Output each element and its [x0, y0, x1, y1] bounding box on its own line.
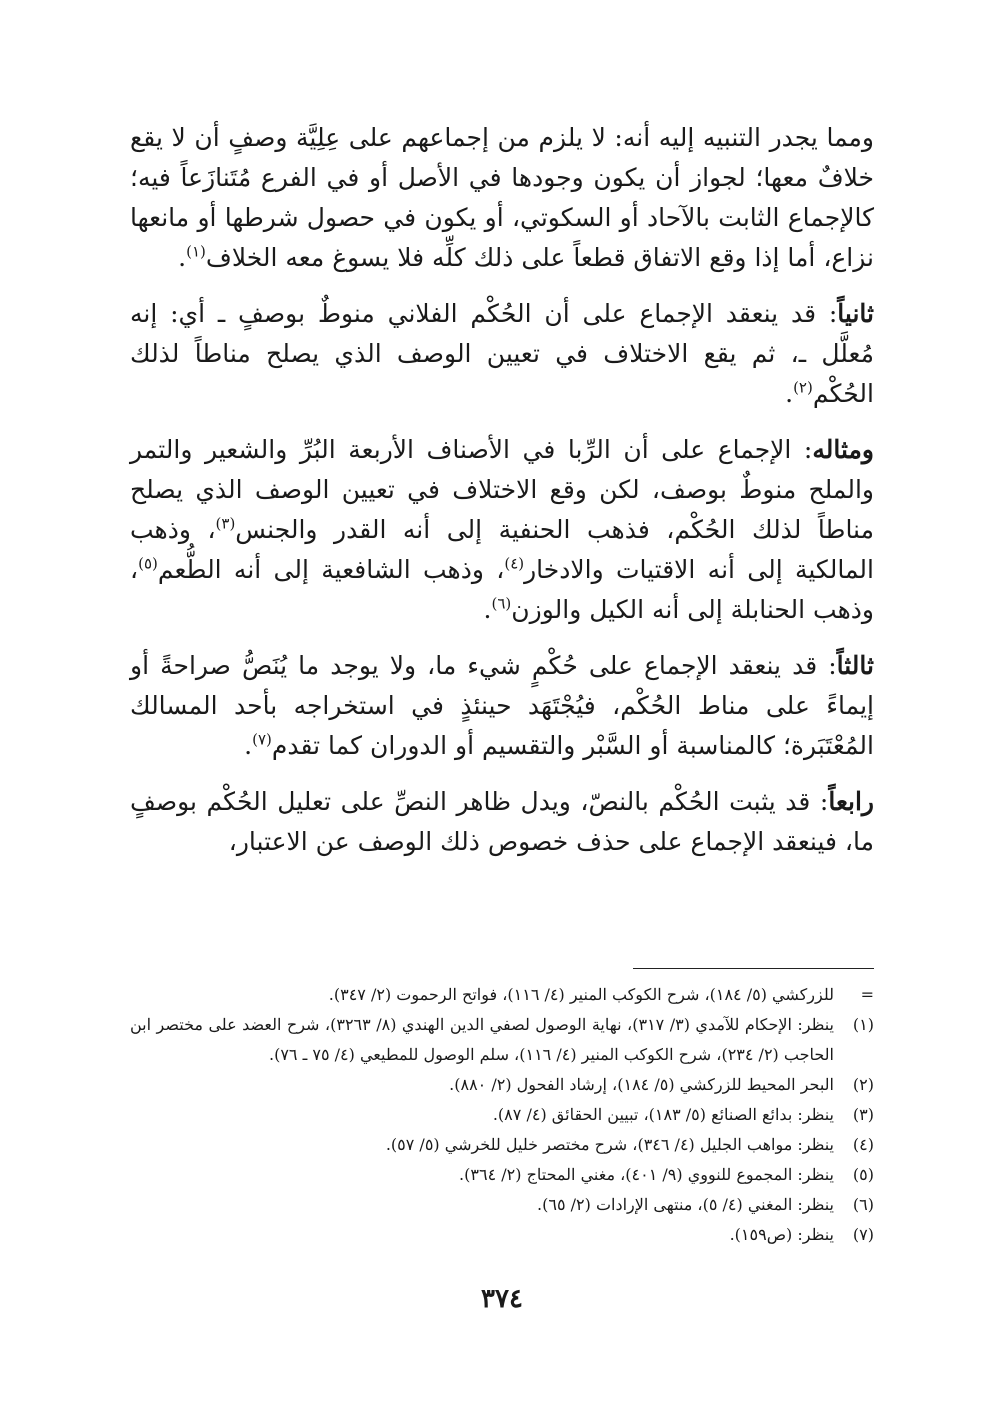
footnote-text: ينظر: المجموع للنووي (٩/ ٤٠١)، مغني المحتاج (٢/ ٣٦٤).	[459, 1165, 834, 1184]
footnote-text: ينظر: المغني (٤/ ٥)، منتهى الإرادات (٢/ ٦٥).	[537, 1195, 834, 1214]
paragraph-4	[130, 646, 874, 766]
footnote-number: (٦)	[852, 1195, 874, 1214]
paragraph-3-text-4: ، وذهب الحنابلة إلى أنه الكيل والوزن	[130, 555, 874, 624]
footnote-ref-5[interactable]: (٥)	[138, 554, 158, 573]
footnote-number: (٣)	[852, 1105, 874, 1124]
footnote-text: ينظر: مواهب الجليل (٤/ ٣٤٦)، شرح مختصر خليل للخرشي (٥/ ٥٧).	[385, 1135, 834, 1154]
footnote-text: ينظر: بدائع الصنائع (٥/ ١٨٣)، تبيين الحقائق (٤/ ٨٧).	[492, 1105, 834, 1124]
footnote-number: =	[860, 985, 874, 1004]
footnote-number: (٥)	[852, 1165, 874, 1184]
footnote-ref-1[interactable]: (١)	[186, 242, 206, 261]
paragraph-5-lead: رابعاً	[828, 787, 874, 816]
footnote-separator	[633, 968, 874, 969]
paragraph-3-text-2: ، وذهب المالكية إلى أنه الاقتيات والادخار	[130, 515, 874, 584]
footnote-number: (٢)	[852, 1075, 874, 1094]
paragraph-1-tail: .	[178, 243, 187, 272]
paragraph-2	[130, 294, 874, 414]
paragraph-4-lead: ثالثاً	[836, 651, 874, 680]
footnote-ref-2[interactable]: (٢)	[793, 378, 813, 397]
footnote-5	[130, 1160, 874, 1190]
paragraph-3-text-3: ، وذهب الشافعية إلى أنه الطُّعم	[157, 555, 505, 584]
footnote-ref-6[interactable]: (٦)	[491, 594, 512, 613]
footnotes	[130, 980, 874, 1250]
paragraph-5	[130, 782, 874, 862]
footnote-7	[130, 1220, 874, 1250]
paragraph-1-text: ومما يجدر التنبيه إليه أنه: لا يلزم من إجماعهم على عِلِيَّة وصفٍ أن لا يقع خلافٌ معها؛ لجواز أن يكون وجودها في الأصل أو في الفرع مُتَنازَعاً فيه؛ كالإجماع الثابت بالآحاد أو السكوتي، أو يكون في حصول شرطها أو مانعها نزاع، أما إذا وقع الاتفاق قطعاً على ذلك كلِّه فلا يسوغ معه الخلاف	[130, 123, 874, 272]
footnote-2	[130, 1070, 874, 1100]
footnote-4	[130, 1130, 874, 1160]
footnote-text: للزركشي (٥/ ١٨٤)، شرح الكوكب المنير (٤/ ١١٦)، فواتح الرحموت (٢/ ٣٤٧).	[328, 985, 834, 1004]
footnote-ref-3[interactable]: (٣)	[215, 514, 236, 533]
footnote-continued	[130, 980, 874, 1010]
footnote-ref-4[interactable]: (٤)	[504, 554, 525, 573]
footnote-number: (١)	[852, 1015, 874, 1034]
footnote-3	[130, 1100, 874, 1130]
paragraph-3	[130, 430, 874, 630]
paragraph-4-text: : قد ينعقد الإجماع على حُكْمٍ شيء ما، ولا يوجد ما يُنَصُّ صراحةً أو إيماءً على مناط الحُكْم، فيُجْتَهَد حينئذٍ في استخراجه بأحد المسالك المُعْتَبَرة؛ كالمناسبة أو السَّبْر والتقسيم أو الدوران كما تقدم	[130, 651, 874, 760]
paragraph-3-tail: .	[483, 595, 492, 624]
paragraph-5-text: : قد يثبت الحُكْم بالنصّ، ويدل ظاهر النصِّ على تعليل الحُكْم بوصفٍ ما، فينعقد الإجماع على حذف خصوص ذلك الوصف عن الاعتبار،	[130, 787, 874, 856]
footnote-text: البحر المحيط للزركشي (٥/ ١٨٤)، إرشاد الفحول (٢/ ٨٨٠).	[449, 1075, 834, 1094]
footnote-number: (٤)	[852, 1135, 874, 1154]
paragraph-1	[130, 118, 874, 278]
paragraph-3-text-1: : الإجماع على أن الرِّبا في الأصناف الأربعة البُرِّ والشعير والتمر والملح منوطٌ بوصف، لكن وقع الاختلاف في تعيين الوصف الذي يصلح مناطاً لذلك الحُكْم، فذهب الحنفية إلى أنه القدر والجنس	[130, 435, 874, 544]
main-text	[130, 118, 874, 878]
page-number: ٣٧٤	[481, 1284, 523, 1314]
paragraph-2-text: : قد ينعقد الإجماع على أن الحُكْم الفلاني منوطٌ بوصفٍ ـ أي: إنه مُعلَّل ـ، ثم يقع الاختلاف في تعيين الوصف الذي يصلح مناطاً لذلك الحُكْم	[130, 299, 874, 408]
footnote-6	[130, 1190, 874, 1220]
footnote-ref-7[interactable]: (٧)	[252, 730, 272, 749]
footnote-text: ينظر: الإحكام للآمدي (٣/ ٣١٧)، نهاية الوصول لصفي الدين الهندي (٨/ ٣٢٦٣)، شرح العضد على مختصر ابن الحاجب (٢/ ٢٣٤)، شرح الكوكب المنير (٤/ ١١٦)، سلم الوصول للمطيعي (٤/ ٧٥ ـ ٧٦).	[130, 1015, 835, 1064]
paragraph-4-tail: .	[244, 731, 253, 760]
footnote-text: ينظر: (ص١٥٩).	[729, 1225, 834, 1244]
paragraph-3-lead: ومثاله	[812, 435, 874, 464]
footnote-number: (٧)	[852, 1225, 874, 1244]
footnote-1	[130, 1010, 874, 1070]
paragraph-2-lead: ثانياً	[837, 299, 874, 328]
paragraph-2-tail: .	[785, 379, 794, 408]
